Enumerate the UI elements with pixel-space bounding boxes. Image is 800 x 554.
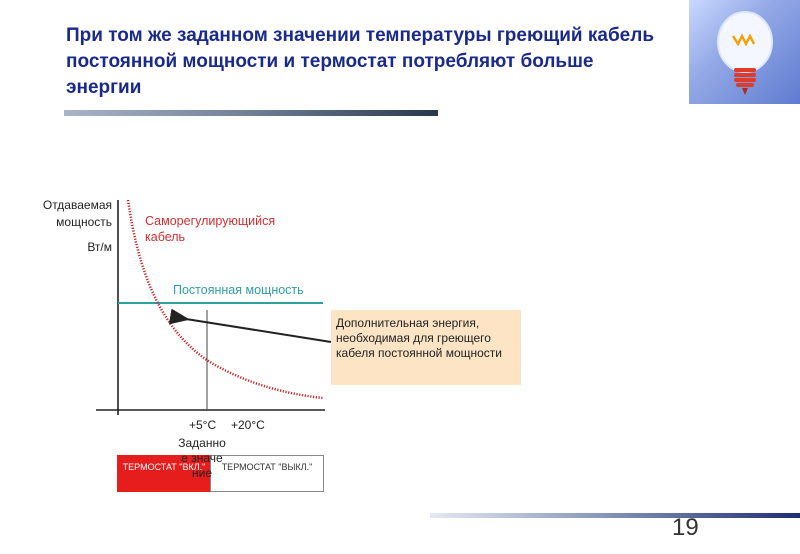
tick-label-5c: +5°C <box>189 418 217 432</box>
y-axis-label-line2: мощность <box>56 215 112 229</box>
self-regulating-label: Саморегулирующийся кабель <box>145 214 276 244</box>
page-number: 19 <box>672 514 699 541</box>
thermostat-off-box: ТЕРМОСТАТ "ВЫКЛ." <box>210 455 324 492</box>
thermostat-on-box: ТЕРМОСТАТ "ВКЛ." <box>117 455 211 492</box>
constant-power-label: Постоянная мощность <box>173 283 304 297</box>
extra-energy-note: Дополнительная энергия, необходимая для греющего кабеля постоянной мощности <box>331 310 521 385</box>
slide-title: При том же заданном значении температуры греющий кабель постоянной мощности и термостат потребляют больше энергии <box>66 25 654 98</box>
tick-label-20c: +20°C <box>231 418 265 432</box>
y-axis-label-line1: Отдаваемая <box>42 198 112 212</box>
set-value-label: Заданное значение <box>178 436 226 480</box>
note-arrow <box>186 319 331 342</box>
y-axis-unit: Вт/м <box>87 240 112 254</box>
footer-line <box>430 513 800 518</box>
